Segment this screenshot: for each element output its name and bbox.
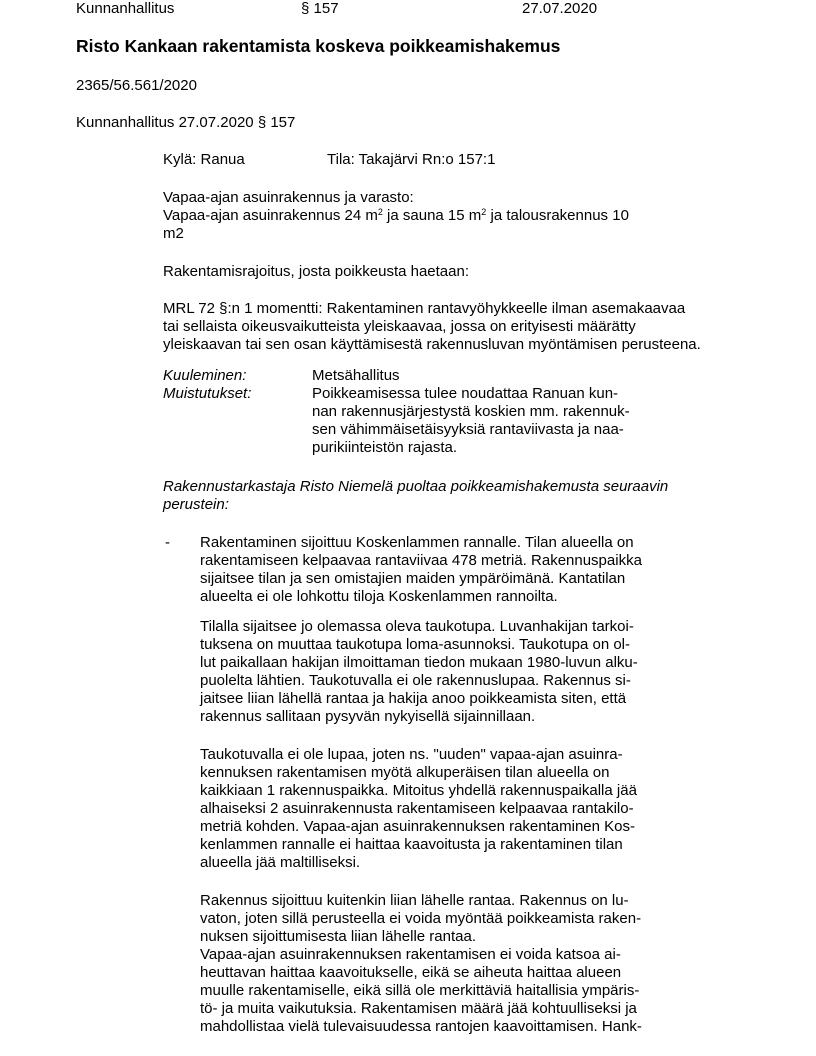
paragraph-line: purikiinteistön rajasta. bbox=[312, 439, 458, 456]
paragraph-line: tai sellaista oikeusvaikutteista yleiskaavaa, jossa on erityisesti määrätty bbox=[163, 318, 636, 335]
estate: Tila: Takajärvi Rn:o 157:1 bbox=[327, 151, 496, 168]
paragraph-line: tuksena on muuttaa taukotupa loma-asunnoksi. Taukotupa on ol- bbox=[200, 636, 631, 653]
meeting-reference: Kunnanhallitus 27.07.2020 § 157 bbox=[76, 114, 296, 131]
paragraph-line: nuksen sijoittumisesta liian lähelle rantaa. bbox=[200, 928, 476, 945]
paragraph-line: Rakennustarkastaja Risto Niemelä puoltaa poikkeamishakemusta seuraavin bbox=[163, 478, 669, 495]
paragraph-line: Tilalla sijaitsee jo olemassa oleva taukotupa. Luvanhakijan tarkoi- bbox=[200, 618, 634, 635]
hearing-value: Metsähallitus bbox=[312, 367, 400, 384]
paragraph-line: metriä kohden. Vapaa-ajan asuinrakennuksen rakentaminen Kos- bbox=[200, 818, 635, 835]
area-unit-sup: 2 bbox=[377, 207, 383, 217]
paragraph-line: nan rakennusjärjestystä koskien mm. rakennuk- bbox=[312, 403, 630, 420]
restriction-heading: Rakentamisrajoitus, josta poikkeusta haetaan: bbox=[163, 263, 470, 280]
paragraph-line: Rakentaminen sijoittuu Koskenlammen rannalle. Tilan alueella on bbox=[200, 534, 634, 551]
paragraph-line: lut paikallaan hakijan ilmoittaman tiedon mukaan 1980-luvun alku- bbox=[200, 654, 638, 671]
paragraph-line: Vapaa-ajan asuinrakennuksen rakentamisen ei voida katsoa ai- bbox=[200, 946, 621, 963]
paragraph-line: muulle rakentamiselle, eikä sillä ole merkittäviä haitallisia ympäris- bbox=[200, 982, 640, 999]
paragraph-line: MRL 72 §:n 1 momentti: Rakentaminen rantavyöhykkeelle ilman asemakaavaa bbox=[163, 300, 686, 317]
bullet-dash: - bbox=[165, 534, 170, 551]
document-title: Risto Kankaan rakentamista koskeva poikkeamishakemus bbox=[76, 36, 561, 56]
paragraph-line: tö- ja muita vaikutuksia. Rakentamisen määrä jää kohtuulliseksi ja bbox=[200, 1000, 637, 1017]
paragraph-line: Poikkeamisessa tulee noudattaa Ranuan kun- bbox=[312, 385, 619, 402]
area-unit-sup: 2 bbox=[481, 207, 487, 217]
paragraph-line: mahdollistaa vielä tulevaisuudessa rantojen kaavoittamisen. Hank- bbox=[200, 1018, 642, 1035]
hearing-label: Kuuleminen: bbox=[163, 367, 247, 384]
paragraph-line: yleiskaavan tai sen osan käyttämisestä rakennusluvan myöntämisen perusteena. bbox=[163, 336, 701, 353]
paragraph-line: kenlammen rannalle ei haittaa kaavoitusta ja rakentaminen tilan bbox=[200, 836, 623, 853]
paragraph-line: alueelta ei ole lohkottu tiloja Koskenlammen rannoilta. bbox=[200, 588, 558, 605]
paragraph-line: rakentamiseen kelpaavaa rantaviivaa 478 metriä. Rakennuspaikka bbox=[200, 552, 642, 569]
building-detail-line1 bbox=[163, 207, 629, 225]
paragraph-3 bbox=[200, 746, 637, 872]
paragraph-line: kaikkiaan 1 rakennuspaikka. Mitoitus yhdellä rakennuspaikalla jää bbox=[200, 782, 637, 799]
header-date: 27.07.2020 bbox=[522, 0, 598, 17]
paragraph-4 bbox=[200, 892, 642, 1036]
paragraph-line: alhaiseksi 2 asuinrakennusta rakentamiseen kelpaavaa rantakilo- bbox=[200, 800, 634, 817]
paragraph-line: alueella jää maltilliseksi. bbox=[200, 854, 361, 871]
paragraph-line: perustein: bbox=[163, 496, 229, 513]
header-body: Kunnanhallitus bbox=[76, 0, 175, 17]
paragraph-line: puolelta lähtien. Taukotuvalla ei ole rakennuslupaa. Rakennus si- bbox=[200, 672, 631, 689]
paragraph-line: rakennus sallitaan pysyvän nykyisellä sijainnillaan. bbox=[200, 708, 536, 725]
paragraph-line: sijaitsee tilan ja sen omistajien maiden ympäröimänä. Kantatilan bbox=[200, 570, 626, 587]
paragraph-line: jaitsee liian lähellä rantaa ja hakija anoo poikkeamista siten, että bbox=[200, 690, 627, 707]
header-section: § 157 bbox=[301, 0, 339, 17]
paragraph-line: sen vähimmäisetäisyyksiä rantaviivasta ja naa- bbox=[312, 421, 624, 438]
building-detail-part-b: ja sauna 15 m bbox=[382, 207, 482, 224]
paragraph-line: Taukotuvalla ei ole lupaa, joten ns. "uuden" vapaa-ajan asuinra- bbox=[200, 746, 623, 763]
building-detail-line2: m2 bbox=[163, 225, 184, 242]
paragraph-line: vaton, joten sillä perusteella ei voida myöntää poikkeamista raken- bbox=[200, 910, 642, 927]
inspector-statement bbox=[163, 478, 668, 514]
diary-number: 2365/56.561/2020 bbox=[76, 77, 197, 94]
paragraph-line: kennuksen rakentamisen myötä alkuperäisen tilan alueella on bbox=[200, 764, 610, 781]
remarks-label: Muistutukset: bbox=[163, 385, 252, 402]
building-detail-part-c: ja talousrakennus 10 bbox=[486, 207, 629, 224]
paragraph-line: heuttavan haittaa kaavoitukselle, eikä se aiheuta haittaa alueen bbox=[200, 964, 622, 981]
paragraph-line: Rakennus sijoittuu kuitenkin liian lähelle rantaa. Rakennus on lu- bbox=[200, 892, 629, 909]
paragraph-1 bbox=[200, 534, 642, 606]
paragraph-2 bbox=[200, 618, 638, 726]
mrl-paragraph bbox=[163, 300, 701, 354]
building-heading: Vapaa-ajan asuinrakennus ja varasto: bbox=[163, 189, 414, 206]
building-detail-part-a: Vapaa-ajan asuinrakennus 24 m bbox=[163, 207, 378, 224]
remarks-value bbox=[312, 385, 630, 457]
village: Kylä: Ranua bbox=[163, 151, 245, 168]
